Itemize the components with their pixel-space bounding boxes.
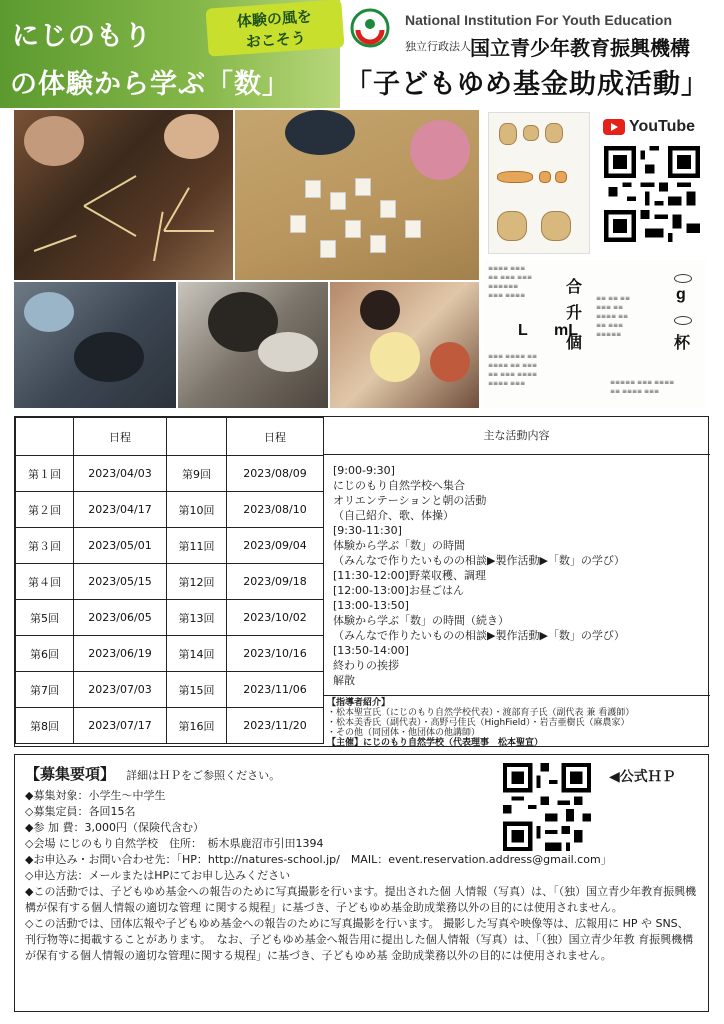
activity-line: 体験から学ぶ「数」の時間 — [333, 539, 465, 552]
photo-shape-cards — [235, 110, 479, 280]
activity-line: [13:50-14:00] — [333, 644, 409, 657]
session-date: 2023/08/09 — [227, 456, 324, 492]
table-row — [16, 708, 324, 744]
session-date: 2023/06/19 — [74, 636, 167, 672]
slogan-line-2: おこそう — [245, 28, 307, 52]
youtube-text: YouTube — [629, 118, 696, 135]
session-date: 2023/07/17 — [74, 708, 167, 744]
slogan-badge — [205, 0, 344, 57]
youtube-qr-code[interactable] — [604, 146, 700, 242]
session-date: 2023/05/01 — [74, 528, 167, 564]
session-number: 第２回 — [16, 492, 74, 528]
session-number: 第16回 — [167, 708, 227, 744]
photo-collage — [14, 110, 479, 408]
recruit-fee: ◆参 加 費：3,000円（保険代含む） — [25, 821, 204, 834]
privacy-notice-1: ◆この活動では、子どもゆめ基金への報告のために写真撮影を行います。提出された個 人情報（写真）は、「（独）国立青少年教育振興機構が保有する個人情報の適切な管理 に関する規程」に基づき、子どもゆめ基金助成業務以外の目的には使用されません。 — [25, 885, 697, 914]
activity-line: オリエンテーションと朝の活動 — [333, 494, 487, 507]
activity-line: 体験から学ぶ「数」の時間（続き） — [333, 614, 509, 627]
table-row — [16, 636, 324, 672]
unit-milliliter: mL — [554, 322, 578, 339]
session-number: 第３回 — [16, 528, 74, 564]
activity-line: （自己紹介、歌、体操） — [333, 509, 454, 522]
header-date-2: 日程 — [227, 418, 324, 456]
activity-line: （みんなで作りたいものの相談▶製作活動▶「数」の学び） — [333, 629, 625, 642]
table-row — [16, 564, 324, 600]
session-number: 第４回 — [16, 564, 74, 600]
photo-child-cooking — [330, 282, 479, 408]
recruit-apply-method: ◇申込方法：メールまたはHPにてお申し込みください — [25, 869, 291, 882]
session-number: 第5回 — [16, 600, 74, 636]
unit-sho: 升 — [566, 305, 583, 322]
table-row — [16, 672, 324, 708]
session-number: 第11回 — [167, 528, 227, 564]
session-date: 2023/07/03 — [74, 672, 167, 708]
unit-ko: 個 — [566, 335, 583, 352]
youtube-icon — [603, 119, 625, 135]
unit-gram: g — [676, 286, 686, 303]
instructor-line: ・松本聖宣氏（にじのもり自然学校代表）・渡部育子氏（副代表 兼 看護師） — [327, 708, 635, 718]
recruit-contact: ◆お申込み・お問い合わせ先：「HP：http://natures-school.jp/ MAIL：event.reservation.address@gmail.com」 — [25, 853, 612, 866]
recruitment-section — [14, 754, 709, 1012]
title-line-1: にじのもり — [12, 21, 152, 52]
photo-children-table — [14, 282, 176, 408]
activity-line: [13:00-13:50] — [333, 599, 409, 612]
session-date: 2023/06/05 — [74, 600, 167, 636]
recruit-venue: ◇会場 にじのもり自然学校 住所： 栃木県鹿沼市引田1394 — [25, 837, 324, 850]
activity-line: [11:30-12:00]野菜収穫、調理 — [333, 569, 486, 582]
slogan-line-1: 体験の風を — [236, 7, 313, 31]
header-date: 日程 — [74, 418, 167, 456]
table-row — [16, 456, 324, 492]
table-row — [16, 492, 324, 528]
session-date: 2023/11/06 — [227, 672, 324, 708]
session-number: 第6回 — [16, 636, 74, 672]
org-name-english: National Institution For Youth Education — [405, 12, 673, 28]
official-hp-label: ◀公式ＨＰ — [609, 769, 676, 785]
instructor-line: ・その他（同団体・他団体の他講師） — [327, 728, 481, 738]
instructor-heading: 【指導者紹介】 — [327, 698, 391, 708]
activity-column — [323, 417, 710, 695]
worksheet-vegetables — [488, 112, 590, 254]
session-number: 第14回 — [167, 636, 227, 672]
session-date: 2023/11/20 — [227, 708, 324, 744]
recruitment-note: 詳細はＨＰをご参照ください。 — [126, 769, 281, 782]
header-blank — [16, 418, 74, 456]
header-blank-2 — [167, 418, 227, 456]
session-number: 第7回 — [16, 672, 74, 708]
activity-line: 解散 — [333, 674, 355, 687]
session-number: 第12回 — [167, 564, 227, 600]
org-type: 独立行政法人 — [405, 40, 471, 53]
official-hp-qr-code[interactable] — [503, 763, 591, 851]
worksheet-units: ≡≡≡≡ ≡≡≡ ≡≡ ≡≡≡ ≡≡≡ ≡≡≡≡≡≡ ≡≡≡ ≡≡≡≡ L mL 合 升 個 g 杯 ≡≡ ≡≡ ≡≡ ≡≡≡ ≡≡ ≡≡≡≡ ≡≡ ≡≡ ≡≡≡ ≡≡≡≡≡ ≡≡≡ ≡≡≡≡ ≡≡ ≡≡≡≡ ≡≡ ≡≡≡ ≡≡ ≡≡≡ ≡≡≡≡ ≡≡≡≡ ≡≡≡ ≡≡≡≡≡ ≡≡≡ ≡≡≡≡ ≡≡ ≡≡≡≡ ≡≡≡ — [484, 260, 706, 408]
session-date: 2023/08/10 — [227, 492, 324, 528]
session-number: 第１回 — [16, 456, 74, 492]
session-date: 2023/09/04 — [227, 528, 324, 564]
unit-hai: 杯 — [674, 335, 691, 352]
unit-go: 合 — [566, 279, 583, 296]
session-number: 第13回 — [167, 600, 227, 636]
header — [0, 0, 724, 108]
session-date: 2023/10/02 — [227, 600, 324, 636]
session-date: 2023/05/15 — [74, 564, 167, 600]
activity-line: [9:30-11:30] — [333, 524, 402, 537]
session-date: 2023/10/16 — [227, 636, 324, 672]
session-number: 第15回 — [167, 672, 227, 708]
photo-stick-construction — [14, 110, 233, 280]
session-number: 第8回 — [16, 708, 74, 744]
activity-line: （みんなで作りたいものの相談▶製作活動▶「数」の学び） — [333, 554, 625, 567]
activity-line: [12:00-13:00]お昼ごはん — [333, 584, 464, 597]
activity-header: 主な活動内容 — [323, 417, 710, 455]
activity-line: 終わりの挨拶 — [333, 659, 399, 672]
instructor-line: ・松本美香氏（副代表）・高野弓佳氏（HighField）・岩吉亜樹氏（麻農家） — [327, 718, 630, 728]
recruit-target: ◆募集対象：小学生～中学生 — [25, 789, 166, 802]
niye-logo-icon — [350, 8, 390, 48]
photo-child-writing — [178, 282, 328, 408]
title-line-2: の体験から学ぶ「数」 — [10, 69, 290, 100]
activity-line: [9:00-9:30] — [333, 464, 395, 477]
schedule-table — [14, 416, 709, 747]
session-date: 2023/04/03 — [74, 456, 167, 492]
session-date: 2023/09/18 — [227, 564, 324, 600]
table-row — [16, 600, 324, 636]
activity-list — [323, 455, 710, 696]
organizer-line: 【主催】にじのもり自然学校（代表理事 松本聖宣） — [327, 738, 544, 748]
instructor-info — [323, 695, 710, 748]
session-date: 2023/04/17 — [74, 492, 167, 528]
table-row — [16, 528, 324, 564]
activity-line: にじのもり自然学校へ集合 — [333, 479, 465, 492]
youtube-label — [603, 118, 695, 136]
org-name-japanese: 国立青少年教育振興機構 — [470, 36, 690, 60]
privacy-notice-2: ◇この活動では、団体広報や子どもゆめ基金への報告のために写真撮影を行います。 撮影した写真や映像等は、広報用に HP や SNS、刊行物等に掲載することがあります。 なお、子どもゆめ基金へ報告用に提出した個人情報（写真）は、「（独）国立青少年教 育振興機構が保有する個人情報の適切な管理に関する規程」に基づき、子どもゆめ基 金助成業務以外の目的には使用されません。 — [25, 917, 694, 962]
unit-liter: L — [518, 322, 528, 339]
recruitment-heading: 【募集要項】 — [25, 765, 116, 783]
session-number: 第9回 — [167, 456, 227, 492]
recruit-capacity: ◇募集定員：各回15名 — [25, 805, 136, 818]
session-number: 第10回 — [167, 492, 227, 528]
program-title: 「子どもゆめ基金助成活動」 — [345, 69, 709, 100]
